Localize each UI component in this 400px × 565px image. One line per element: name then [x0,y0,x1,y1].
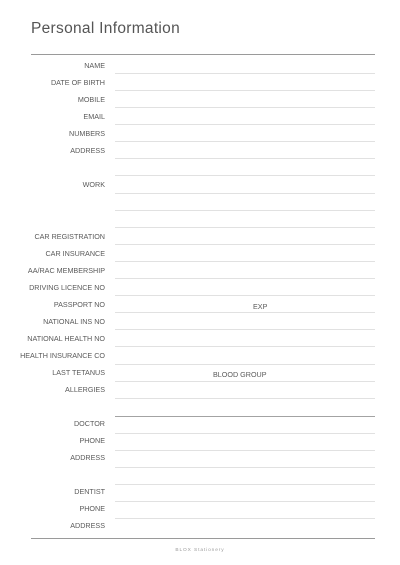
aa-rac-membership-label: AA/RAC MEMBERSHIP [27,266,105,275]
page-title: Personal Information [31,20,181,37]
allergies-line[interactable] [115,398,375,399]
aa-rac-membership-line[interactable] [115,278,375,279]
exp-label: EXP [253,302,268,311]
work-line-2[interactable] [115,210,375,211]
footer-brand: BLOX Stationery [175,548,225,553]
doctor-address-label: ADDRESS [70,453,105,462]
last-tetanus-label: LAST TETANUS [52,368,105,377]
allergies-label: ALLERGIES [65,385,105,394]
footer-divider [31,538,375,539]
date-of-birth-line[interactable] [115,90,375,91]
dentist-address-label: ADDRESS [70,521,105,530]
numbers-label: NUMBERS [69,129,105,138]
driving-licence-label: DRIVING LICENCE NO [29,283,105,292]
car-insurance-line[interactable] [115,261,375,262]
numbers-line[interactable] [115,141,375,142]
date-of-birth-label: DATE OF BIRTH [50,78,105,87]
national-health-line[interactable] [115,346,375,347]
header-divider [31,54,375,55]
national-ins-label: NATIONAL INS NO [43,317,105,326]
blood-group-label: BLOOD GROUP [213,370,267,379]
email-label: EMAIL [83,112,105,121]
doctor-address-line[interactable] [115,467,375,468]
doctor-line[interactable] [115,433,375,434]
health-insurance-line[interactable] [115,364,375,365]
car-registration-label: CAR REGISTRATION [34,232,105,241]
dentist-phone-line[interactable] [115,518,375,519]
dentist-phone-label: PHONE [79,504,105,513]
car-insurance-label: CAR INSURANCE [45,249,105,258]
address-line-2[interactable] [115,175,375,176]
last-tetanus-line[interactable] [115,381,375,382]
work-line[interactable] [115,193,375,194]
mobile-label: MOBILE [77,95,105,104]
passport-label: PASSPORT NO [53,300,105,309]
name-label: NAME [84,61,105,70]
name-line[interactable] [115,73,375,74]
national-ins-line[interactable] [115,329,375,330]
car-registration-line[interactable] [115,244,375,245]
doctor-label: DOCTOR [73,419,105,428]
dentist-label: DENTIST [74,487,105,496]
address-label: ADDRESS [70,146,105,155]
doctor-phone-label: PHONE [79,436,105,445]
passport-line[interactable] [115,312,375,313]
medical-divider [115,416,375,417]
national-health-label: NATIONAL HEALTH NO [27,334,105,343]
work-line-3[interactable] [115,227,375,228]
doctor-phone-line[interactable] [115,450,375,451]
doctor-address-line-2[interactable] [115,484,375,485]
email-line[interactable] [115,124,375,125]
dentist-line[interactable] [115,501,375,502]
driving-licence-line[interactable] [115,295,375,296]
work-label: WORK [82,180,105,189]
health-insurance-label: HEALTH INSURANCE CO [20,351,105,360]
address-line[interactable] [115,158,375,159]
mobile-line[interactable] [115,107,375,108]
